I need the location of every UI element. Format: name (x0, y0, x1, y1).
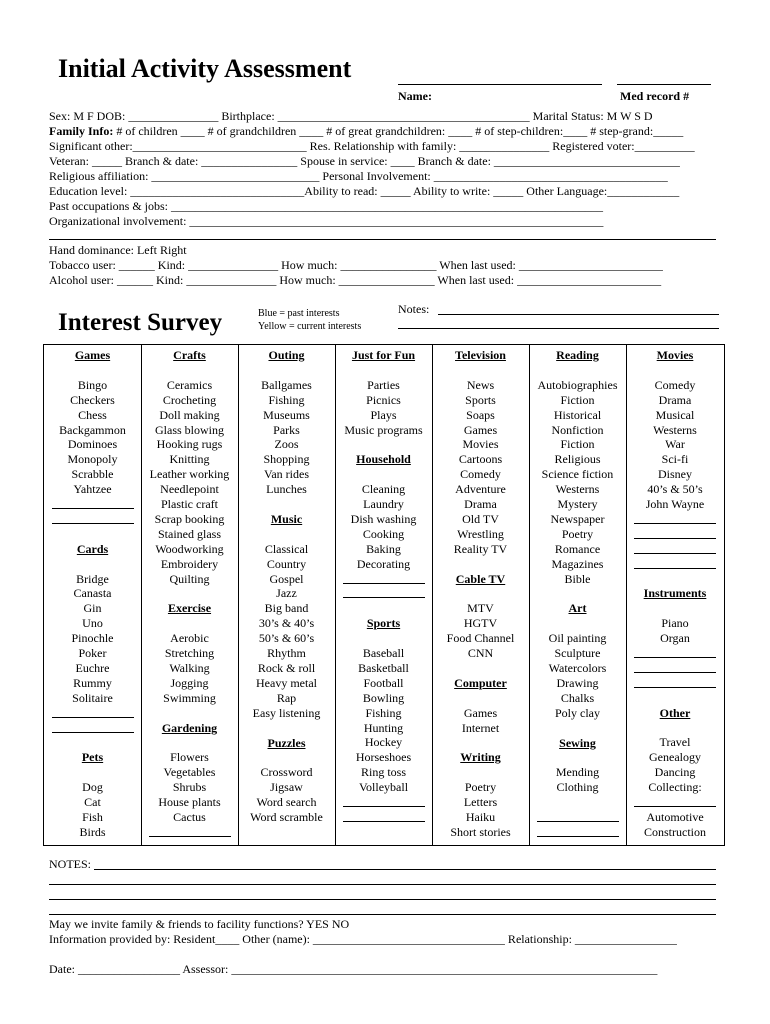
interest-item[interactable]: Hockey (364, 735, 403, 750)
name-label: Name: (398, 89, 432, 103)
interest-item[interactable]: Magazines (551, 556, 604, 571)
spacer (432, 661, 529, 676)
interest-item[interactable]: Checkers (70, 392, 115, 407)
spacer (44, 363, 141, 378)
spacer (529, 750, 626, 765)
interest-item[interactable]: Haiku (465, 809, 496, 824)
interest-item[interactable]: Food Channel (446, 631, 515, 646)
interest-item[interactable]: Cactus (173, 810, 206, 825)
interest-item[interactable]: Games (463, 422, 498, 437)
interest-item[interactable]: Rummy (73, 675, 112, 690)
interest-item[interactable]: Leather working (149, 467, 230, 482)
spacer (626, 363, 724, 378)
legend-blue: Blue = past interests (258, 308, 340, 319)
interest-item[interactable]: Letters (463, 795, 498, 810)
write-in-blank[interactable] (44, 497, 141, 512)
write-in-blank[interactable] (626, 661, 724, 676)
write-in-blank[interactable] (529, 810, 626, 825)
footer-notes-line-3[interactable] (49, 899, 716, 900)
invite-question[interactable]: May we invite family & friends to facility functions? YES NO (49, 917, 350, 931)
interest-item[interactable]: Chalks (560, 690, 595, 705)
interest-item[interactable]: Needlepoint (160, 482, 219, 497)
interest-item[interactable]: Country (266, 556, 307, 571)
notes-line-2[interactable] (398, 328, 719, 329)
interest-item[interactable]: Mending (555, 765, 600, 780)
interest-item[interactable]: Drama (464, 497, 497, 512)
interest-item[interactable]: Euchre (75, 660, 110, 675)
interest-item[interactable]: Zoos (274, 437, 299, 452)
interest-item[interactable]: Bingo (77, 377, 108, 392)
info-line-sex[interactable]: Sex: M F DOB: _______________ Birthplace: __________________________________________ Marital Status: M W S D (49, 109, 653, 123)
interest-item[interactable]: Comedy (460, 467, 501, 482)
interest-item[interactable]: Movies (462, 437, 499, 452)
interest-item[interactable]: Bridge (76, 571, 109, 586)
spacer (238, 363, 335, 378)
write-in-blank[interactable] (626, 512, 724, 527)
interest-item[interactable]: Cooking (362, 526, 405, 541)
interest-item[interactable]: Picnics (366, 392, 401, 407)
interest-item[interactable]: Poker (78, 646, 107, 661)
interest-item[interactable]: Poetry (561, 526, 594, 541)
spacer (238, 750, 335, 765)
interest-item[interactable]: Sports (465, 392, 496, 407)
category-heading: Movies (656, 348, 694, 362)
spacer (626, 691, 724, 706)
interest-item[interactable]: Fiction (560, 437, 595, 452)
category-heading: Other (659, 705, 691, 720)
spacer (44, 765, 141, 780)
interest-item[interactable]: Fish (82, 809, 103, 824)
write-in-blank[interactable] (626, 557, 724, 572)
interest-item[interactable]: Watercolors (548, 660, 607, 675)
interest-item[interactable]: Chess (78, 407, 107, 422)
interest-item[interactable]: Glass blowing (155, 422, 224, 437)
notes-label: Notes: (398, 302, 430, 316)
interest-item[interactable]: Shrubs (172, 780, 207, 795)
info-line-significant-other[interactable]: Significant other:_____________________________ Res. Relationship with family: _______________ Registered voter:__________ (49, 139, 695, 153)
write-in-blank[interactable] (141, 825, 238, 840)
spacer (44, 735, 141, 750)
interest-item[interactable]: Parties (367, 377, 400, 392)
write-in-blank[interactable] (529, 825, 626, 840)
interest-item[interactable]: Ceramics (166, 377, 213, 392)
spacer (529, 363, 626, 378)
interest-item[interactable]: MTV (467, 601, 494, 616)
interest-item[interactable]: Doll making (159, 407, 220, 422)
spacer (44, 527, 141, 542)
interest-item[interactable]: Cat (84, 795, 101, 810)
interest-item[interactable]: Baking (366, 541, 401, 556)
name-line[interactable] (398, 84, 602, 85)
family-info-fields: # of children ____ # of grandchildren ____ # of great grandchildren: ____ # of step-children:____ # step-grand:_____ (113, 124, 684, 138)
write-in-blank[interactable] (626, 527, 724, 542)
survey-title: Interest Survey (58, 309, 223, 336)
interest-item[interactable]: Fishing (365, 705, 402, 720)
interest-item[interactable]: Vegetables (163, 765, 216, 780)
med-record-line[interactable] (617, 84, 711, 85)
info-line-family[interactable]: Family Info: # of children ____ # of grandchildren ____ # of great grandchildren: ____ # of step-children:____ # step-grand:_____ (49, 124, 684, 138)
spacer (335, 363, 432, 378)
interest-item[interactable]: Reality TV (453, 541, 508, 556)
interest-item[interactable]: Romance (554, 541, 601, 556)
interest-item[interactable]: Dish washing (350, 511, 417, 526)
interest-item[interactable]: Poly clay (555, 705, 600, 720)
category-heading: Reading (556, 348, 599, 362)
interest-item[interactable]: Decorating (356, 556, 411, 571)
interest-item[interactable]: Travel (659, 735, 691, 750)
interest-item[interactable]: War (665, 437, 685, 452)
spacer (529, 586, 626, 601)
spacer (626, 572, 724, 587)
interest-item[interactable]: Fishing (268, 392, 305, 407)
interest-item[interactable]: Adventure (455, 482, 506, 497)
interest-item[interactable]: 30’s & 40’s (258, 616, 315, 631)
column-just-for-fun (335, 348, 432, 825)
interest-item[interactable]: Stretching (164, 646, 215, 661)
notes-line-1[interactable] (438, 314, 719, 315)
info-line-organizations[interactable]: Organizational involvement: _____________________________________________________________________ (49, 214, 604, 228)
interest-item[interactable]: Scrabble (71, 467, 114, 482)
interest-item[interactable]: Plastic craft (161, 497, 218, 512)
interest-item[interactable]: Music programs (344, 422, 423, 437)
spacer (529, 616, 626, 631)
interest-item[interactable]: Swimming (163, 690, 216, 705)
spacer (141, 616, 238, 631)
interest-item[interactable]: Football (363, 675, 404, 690)
spacer (335, 631, 432, 646)
interest-item[interactable]: Basketball (358, 660, 409, 675)
footer-notes-label: NOTES: (49, 857, 91, 871)
interest-item[interactable]: Heavy metal (256, 675, 317, 690)
spacer (529, 795, 626, 810)
interest-item[interactable]: Solitaire (72, 690, 113, 705)
info-line-veteran[interactable]: Veteran: _____ Branch & date: ________________ Spouse in service: ____ Branch & date: _______________________________ (49, 154, 680, 168)
write-in-blank[interactable] (335, 810, 432, 825)
category-heading: Household (356, 452, 411, 467)
interest-item[interactable]: CNN (467, 646, 494, 661)
interest-item[interactable]: Gin (83, 601, 102, 616)
interest-item[interactable]: Disney (658, 467, 692, 482)
interest-item[interactable]: Uno (82, 616, 103, 631)
interest-item[interactable]: Short stories (450, 824, 511, 839)
interest-item[interactable]: Bible (564, 571, 591, 586)
category-heading: Just for Fun (351, 348, 416, 362)
interest-item[interactable]: 50’s & 60’s (258, 631, 315, 646)
category-heading: Sports (366, 616, 401, 631)
write-in-blank[interactable] (626, 646, 724, 661)
interest-item[interactable]: Piano (661, 616, 689, 631)
interest-item[interactable]: Cartoons (458, 452, 503, 467)
footer-notes-line-4[interactable] (49, 914, 716, 915)
interest-item[interactable]: Monopoly (67, 452, 118, 467)
interest-item[interactable]: Crocheting (162, 392, 217, 407)
category-heading: Cable TV (455, 571, 506, 586)
interest-item[interactable]: Parks (273, 422, 300, 437)
date-assessor-line[interactable]: Date: _________________ Assessor: _______________________________________________________________________ (49, 962, 658, 976)
write-in-blank[interactable] (44, 721, 141, 736)
interest-item[interactable]: Drama (658, 392, 692, 407)
column-reading (529, 348, 626, 840)
spacer (141, 706, 238, 721)
spacer (432, 735, 529, 750)
interest-item[interactable]: Embroidery (160, 556, 219, 571)
spacer (335, 437, 432, 452)
interest-item[interactable]: Classical (264, 541, 309, 556)
legend-yellow: Yellow = current interests (258, 321, 362, 332)
interest-item[interactable]: Backgammon (59, 422, 126, 437)
write-in-blank[interactable] (626, 795, 724, 810)
interest-item[interactable]: Sci-fi (661, 452, 689, 467)
interest-item[interactable]: Rock & roll (257, 660, 316, 675)
write-in-blank[interactable] (44, 706, 141, 721)
interest-item[interactable]: Genealogy (649, 750, 701, 765)
interest-item[interactable]: Plays (370, 407, 397, 422)
interest-item[interactable]: Volleyball (358, 780, 409, 795)
interest-item[interactable]: Nonfiction (551, 422, 604, 437)
category-heading: Pets (81, 750, 104, 765)
interest-item[interactable]: Shopping (263, 452, 310, 467)
interest-item[interactable]: Mystery (557, 497, 598, 512)
spacer (529, 721, 626, 736)
interest-item[interactable]: Easy listening (252, 705, 321, 720)
divider-line (49, 239, 716, 240)
interest-item[interactable]: Oil painting (548, 631, 607, 646)
info-line-education[interactable]: Education level: _____________________________Ability to read: _____ Ability to write: _____ Other Language:____________ (49, 184, 680, 198)
interest-item[interactable]: Woodworking (155, 541, 224, 556)
column-crafts (141, 348, 238, 840)
interest-item[interactable]: Games (463, 705, 498, 720)
interest-item[interactable]: Cleaning (361, 482, 406, 497)
interest-item[interactable]: Pinochle (71, 631, 114, 646)
spacer (141, 736, 238, 751)
interest-item[interactable]: Canasta (73, 586, 112, 601)
interest-item[interactable]: Ballgames (261, 377, 312, 392)
interest-item[interactable]: House plants (158, 795, 221, 810)
interest-item[interactable]: Westerns (653, 422, 697, 437)
interest-item[interactable]: Autobiographies (537, 377, 618, 392)
interest-item[interactable]: Jigsaw (270, 780, 303, 795)
write-in-blank[interactable] (44, 512, 141, 527)
interest-item[interactable]: Dog (82, 780, 103, 795)
interest-item[interactable]: Construction (644, 824, 706, 839)
spacer (432, 765, 529, 780)
interest-item[interactable]: Laundry (363, 497, 404, 512)
interest-item[interactable]: Organ (660, 631, 690, 646)
interest-item[interactable]: Jogging (170, 675, 209, 690)
category-heading: Music (270, 511, 303, 526)
interest-item[interactable]: HGTV (463, 616, 498, 631)
interest-item[interactable]: Baseball (362, 646, 405, 661)
spacer (238, 527, 335, 542)
write-in-blank[interactable] (335, 586, 432, 601)
category-heading: Television (455, 348, 506, 362)
category-heading: Sewing (559, 735, 596, 750)
interest-item[interactable]: Science fiction (541, 467, 614, 482)
spacer (432, 691, 529, 706)
interest-item[interactable]: Newspaper (550, 511, 605, 526)
interest-item[interactable]: Jazz (276, 586, 297, 601)
interest-item[interactable]: Yahtzee (73, 482, 112, 497)
interest-item[interactable]: Internet (461, 720, 500, 735)
interest-item[interactable]: Word scramble (250, 810, 323, 825)
spacer (335, 467, 432, 482)
interest-item[interactable]: Bowling (362, 690, 405, 705)
interest-item[interactable]: Poetry (464, 780, 497, 795)
interest-item[interactable]: Lunches (266, 482, 307, 497)
category-heading: Instruments (643, 586, 707, 601)
footer-notes-line-2[interactable] (49, 884, 716, 885)
provided-by-line[interactable]: Information provided by: Resident____ Other (name): ________________________________ Relationship: _________________ (49, 932, 677, 946)
interest-item[interactable]: Stained glass (158, 526, 221, 541)
spacer (432, 363, 529, 378)
spacer (335, 601, 432, 616)
category-heading: Puzzles (267, 735, 306, 750)
interest-item[interactable]: Drawing (556, 675, 599, 690)
tobacco-line[interactable]: Tobacco user: ______ Kind: _______________ How much: ________________ When last used: ________________________ (49, 258, 663, 272)
column-television (432, 348, 529, 840)
interest-item[interactable]: Aerobic (170, 631, 209, 646)
spacer (626, 601, 724, 616)
interest-item[interactable]: Hooking rugs (156, 437, 223, 452)
category-heading: Outing (268, 348, 305, 362)
column-movies (626, 348, 724, 840)
page-title: Initial Activity Assessment (58, 54, 352, 83)
column-games (44, 348, 141, 840)
interest-item[interactable]: Dancing (654, 765, 696, 780)
interest-item[interactable]: 40’s & 50’s (647, 482, 703, 497)
spacer (432, 586, 529, 601)
interest-item[interactable]: John Wayne (645, 497, 705, 512)
alcohol-line[interactable]: Alcohol user: ______ Kind: _______________ How much: ________________ When last used: ________________________ (49, 273, 662, 287)
category-heading: Games (74, 348, 111, 362)
med-record-label: Med record # (620, 89, 690, 103)
spacer (44, 557, 141, 572)
interest-item[interactable]: Walking (169, 660, 210, 675)
interest-item[interactable]: Fiction (560, 392, 595, 407)
interest-item[interactable]: Big band (264, 601, 309, 616)
interest-item[interactable]: Religious (554, 452, 601, 467)
spacer (238, 497, 335, 512)
write-in-blank[interactable] (335, 795, 432, 810)
write-in-blank[interactable] (335, 572, 432, 587)
info-line-religion[interactable]: Religious affiliation: ____________________________ Personal Involvement: _______________________________________ (49, 169, 668, 183)
interest-item[interactable]: Comedy (654, 377, 696, 392)
category-heading: Writing (460, 750, 501, 765)
interest-item[interactable]: Quilting (169, 571, 210, 586)
write-in-blank[interactable] (626, 676, 724, 691)
interest-item[interactable]: Scrap booking (154, 511, 225, 526)
interest-item[interactable]: Westerns (555, 482, 600, 497)
interest-item[interactable]: Collecting: (648, 780, 702, 795)
category-heading: Crafts (173, 348, 206, 362)
interest-item[interactable]: Gospel (269, 571, 304, 586)
category-heading: Cards (76, 541, 109, 556)
interest-item[interactable]: Word search (256, 795, 317, 810)
hand-dominance[interactable]: Hand dominance: Left Right (49, 243, 187, 257)
interest-item[interactable]: Rhythm (267, 646, 306, 661)
interest-item[interactable]: Horseshoes (355, 750, 412, 765)
interest-item[interactable]: Flowers (170, 750, 209, 765)
category-heading: Gardening (161, 720, 218, 735)
interest-item[interactable]: Van rides (264, 467, 309, 482)
interest-item[interactable]: News (466, 377, 495, 392)
spacer (626, 720, 724, 735)
interest-item[interactable]: Rap (276, 690, 297, 705)
interest-item[interactable]: Dominoes (67, 437, 118, 452)
interest-item[interactable]: Hunting (363, 720, 404, 735)
info-line-occupations[interactable]: Past occupations & jobs: ________________________________________________________________________ (49, 199, 603, 213)
interest-item[interactable]: Knitting (169, 452, 210, 467)
interest-item[interactable]: Old TV (462, 511, 499, 526)
interest-item[interactable]: Ring toss (360, 765, 406, 780)
spacer (141, 586, 238, 601)
interest-item[interactable]: Automotive (646, 809, 704, 824)
interest-item[interactable]: Sculpture (554, 646, 601, 661)
write-in-blank[interactable] (626, 542, 724, 557)
spacer (141, 363, 238, 378)
spacer (238, 721, 335, 736)
interest-item[interactable]: Wrestling (457, 526, 504, 541)
interest-item[interactable]: Birds (79, 824, 106, 839)
interest-item[interactable]: Musical (655, 407, 695, 422)
column-outing (238, 348, 335, 825)
interest-item[interactable]: Historical (553, 407, 602, 422)
category-heading: Art (568, 601, 587, 616)
interest-item[interactable]: Clothing (556, 780, 599, 795)
spacer (432, 557, 529, 572)
category-heading: Computer (454, 675, 507, 690)
interest-item[interactable]: Crossword (260, 765, 313, 780)
footer-notes-line-1[interactable] (94, 869, 716, 870)
interest-item[interactable]: Soaps (466, 407, 495, 422)
category-heading: Exercise (167, 601, 212, 616)
interest-item[interactable]: Museums (263, 407, 310, 422)
